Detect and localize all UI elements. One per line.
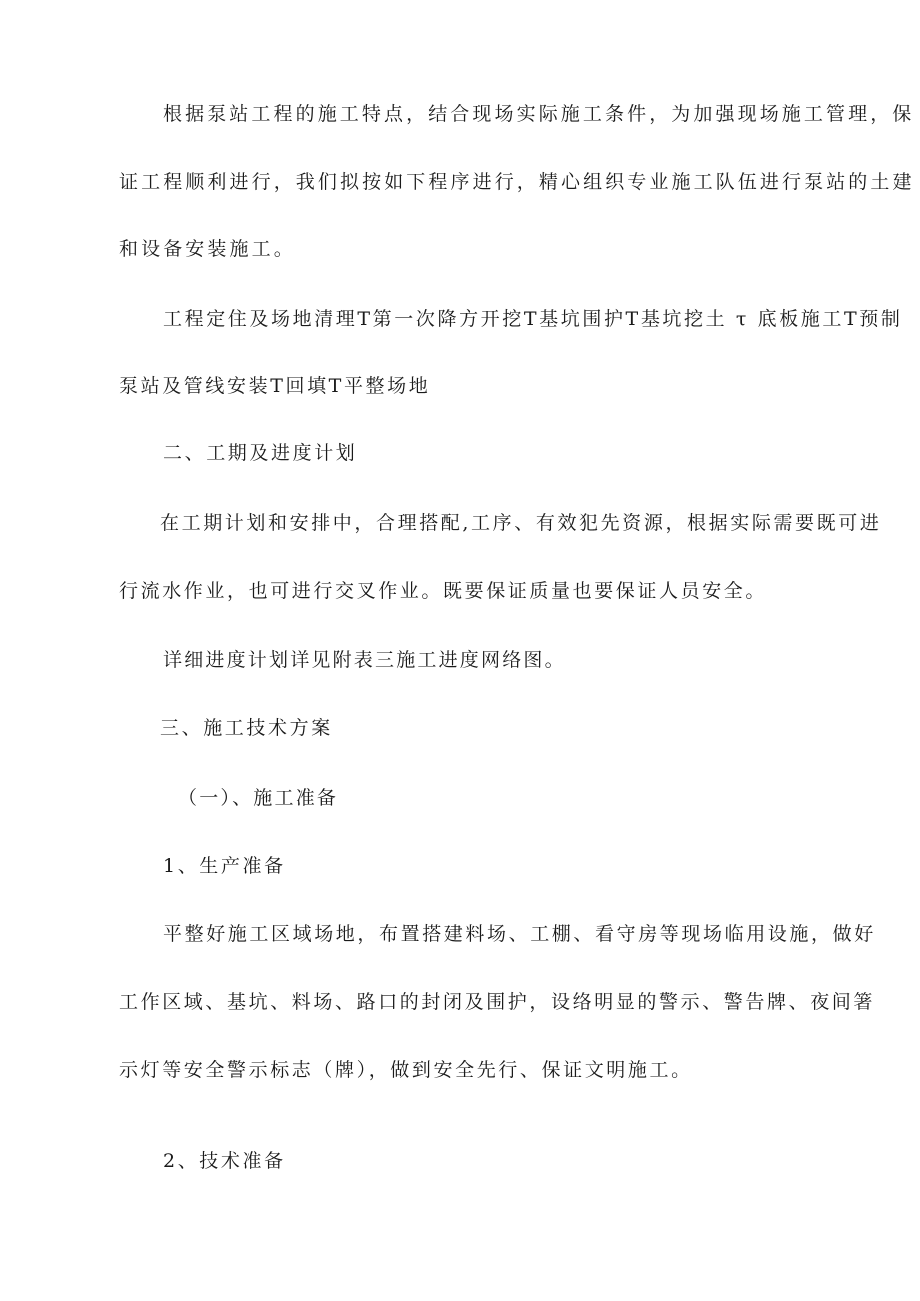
section-heading: 三、施工技术方案 bbox=[160, 717, 333, 739]
paragraph-line: 行流水作业，也可进行交叉作业。既要保证质量也要保证人员安全。 bbox=[119, 580, 768, 602]
paragraph-line: 工程定住及场地清理T第一次降方开挖T基坑围护T基坑挖土 τ 底板施工T预制 bbox=[163, 308, 903, 330]
paragraph-line: 在工期计划和安排中，合理搭配,工序、有效犯先资源，根据实际需要既可进 bbox=[160, 512, 882, 534]
paragraph-line: 详细进度计划详见附表三施工进度网络图。 bbox=[163, 649, 566, 671]
paragraph-line: 证工程顺利进行，我们拟按如下程序进行，精心组织专业施工队伍进行泵站的土建 bbox=[119, 171, 915, 193]
paragraph-line: 根据泵站工程的施工特点，结合现场实际施工条件，为加强现场施工管理，保 bbox=[163, 103, 915, 125]
paragraph-line: 泵站及管线安装T回填T平整场地 bbox=[119, 375, 431, 397]
item-heading: 1、生产准备 bbox=[163, 855, 286, 877]
paragraph-line: 示灯等安全警示标志（牌），做到安全先行、保证文明施工。 bbox=[119, 1059, 693, 1081]
paragraph-line: 和设备安装施工。 bbox=[119, 238, 296, 260]
item-heading: 2、技术准备 bbox=[163, 1150, 286, 1172]
section-heading: 二、工期及进度计划 bbox=[163, 442, 358, 464]
subsection-heading: （一）、施工准备 bbox=[178, 787, 339, 809]
paragraph-line: 工作区域、基坑、料场、路口的封闭及围护，设络明显的警示、警告牌、夜间箸 bbox=[119, 991, 876, 1013]
paragraph-line: 平整好施工区域场地，布置搭建料场、工棚、看守房等现场临用设施，做好 bbox=[163, 923, 876, 945]
